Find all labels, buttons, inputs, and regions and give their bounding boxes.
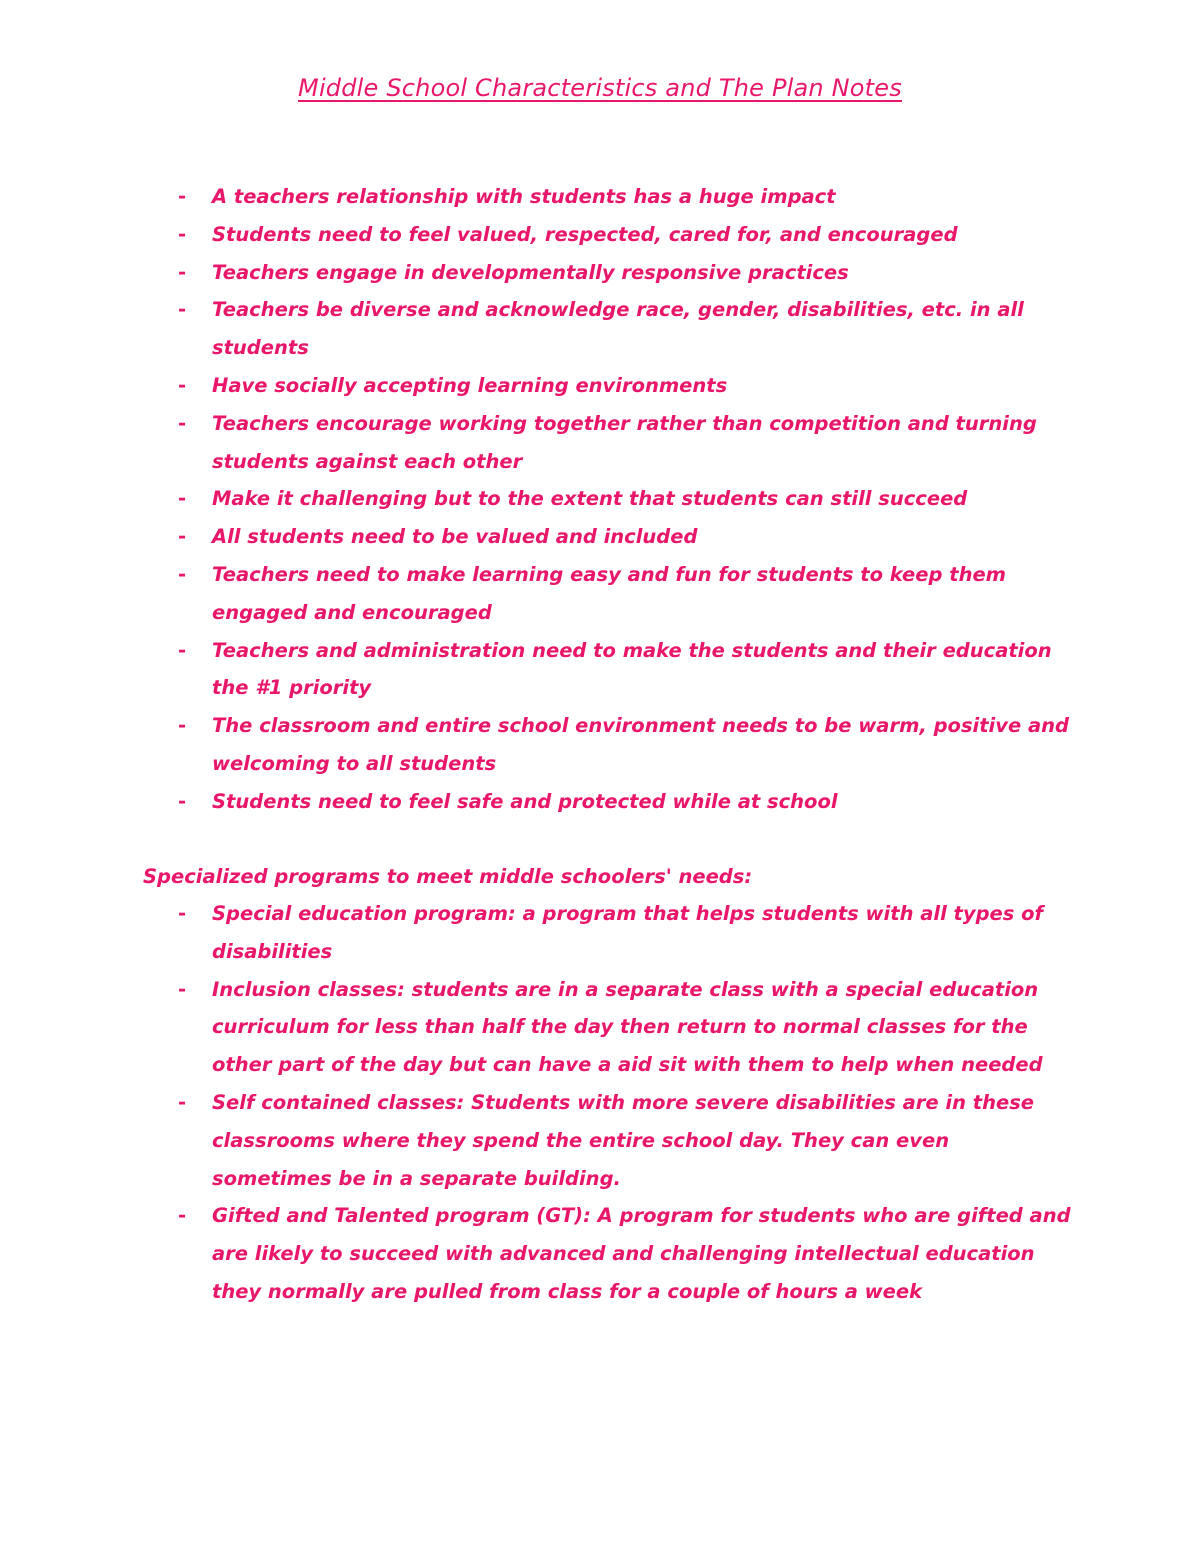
list-item (0, 480, 1072, 518)
bullet-dash: - (178, 298, 187, 322)
list-item-text: Self contained classes: Students with more severe disabilities are in these classrooms where they spend the entire school day. They can even sometimes be in a separate building. (212, 1090, 1035, 1190)
list-item-text: Make it challenging but to the extent that students can still succeed (212, 487, 968, 511)
bullet-dash: - (178, 487, 187, 511)
bullet-dash: - (178, 373, 187, 397)
list-item-text: Special education program: a program that helps students with all types of disabilities (212, 902, 1044, 963)
bullet-dash: - (178, 222, 187, 246)
bullet-dash: - (178, 185, 187, 208)
list-item (0, 367, 1072, 405)
bullet-dash: - (178, 714, 187, 738)
list-item-text: A teachers relationship with students has a huge impact (212, 185, 836, 208)
list-item (0, 405, 1072, 481)
bullet-dash: - (178, 902, 187, 925)
list-item-text: Students need to feel safe and protected while at school (212, 789, 838, 813)
list-item (0, 556, 1072, 632)
bullet-dash: - (178, 562, 187, 586)
list-item (0, 254, 1072, 292)
list-item-text: The classroom and entire school environment needs to be warm, positive and welcoming to all students (212, 714, 1069, 775)
bullet-dash: - (178, 977, 187, 1001)
programs-heading: Specialized programs to meet middle schoolers' needs: (143, 865, 753, 888)
notes-list (0, 178, 1072, 821)
programs-list (0, 895, 1072, 1311)
bullet-dash: - (178, 260, 187, 284)
list-item-text: Teachers encourage working together rather than competition and turning students against each other (212, 411, 1037, 473)
list-item-text: Inclusion classes: students are in a separate class with a special education curriculum for less than half the day then return to normal classes for the other part of the day but can have a aid sit with them to help when needed (212, 977, 1043, 1077)
list-item (0, 707, 1072, 783)
list-item-text: Have socially accepting learning environments (212, 373, 728, 397)
list-item-text: Gifted and Talented program (GT): A program for students who are gifted and are likely to succeed with advanced and challenging intellectual education they normally are pulled from class for a couple of hours a week (212, 1204, 1071, 1303)
list-item (0, 1084, 1072, 1197)
bullet-dash: - (178, 789, 187, 813)
list-item-text: Students need to feel valued, respected, cared for, and encouraged (212, 222, 958, 246)
list-item-text: Teachers be diverse and acknowledge race, gender, disabilities, etc. in all students (212, 298, 1024, 360)
bullet-dash: - (178, 1090, 187, 1114)
list-item (0, 895, 1072, 971)
list-item-text: Teachers need to make learning easy and fun for students to keep them engaged and encouraged (212, 562, 1007, 624)
list-item (0, 632, 1072, 708)
list-item (0, 1197, 1072, 1310)
list-item (0, 518, 1072, 556)
list-item (0, 783, 1072, 821)
bullet-dash: - (178, 638, 187, 662)
bullet-dash: - (178, 411, 187, 435)
list-item (0, 291, 1072, 367)
list-item (0, 178, 1072, 216)
list-item-text: Teachers and administration need to make the students and their education the #1 priority (212, 638, 1052, 700)
bullet-dash: - (178, 525, 187, 549)
list-item (0, 216, 1072, 254)
list-item-text: All students need to be valued and included (212, 525, 698, 549)
list-item-text: Teachers engage in developmentally responsive practices (212, 260, 849, 284)
page-title: Middle School Characteristics and The Plan Notes (298, 74, 902, 102)
list-item (0, 971, 1072, 1084)
bullet-dash: - (178, 1204, 187, 1228)
